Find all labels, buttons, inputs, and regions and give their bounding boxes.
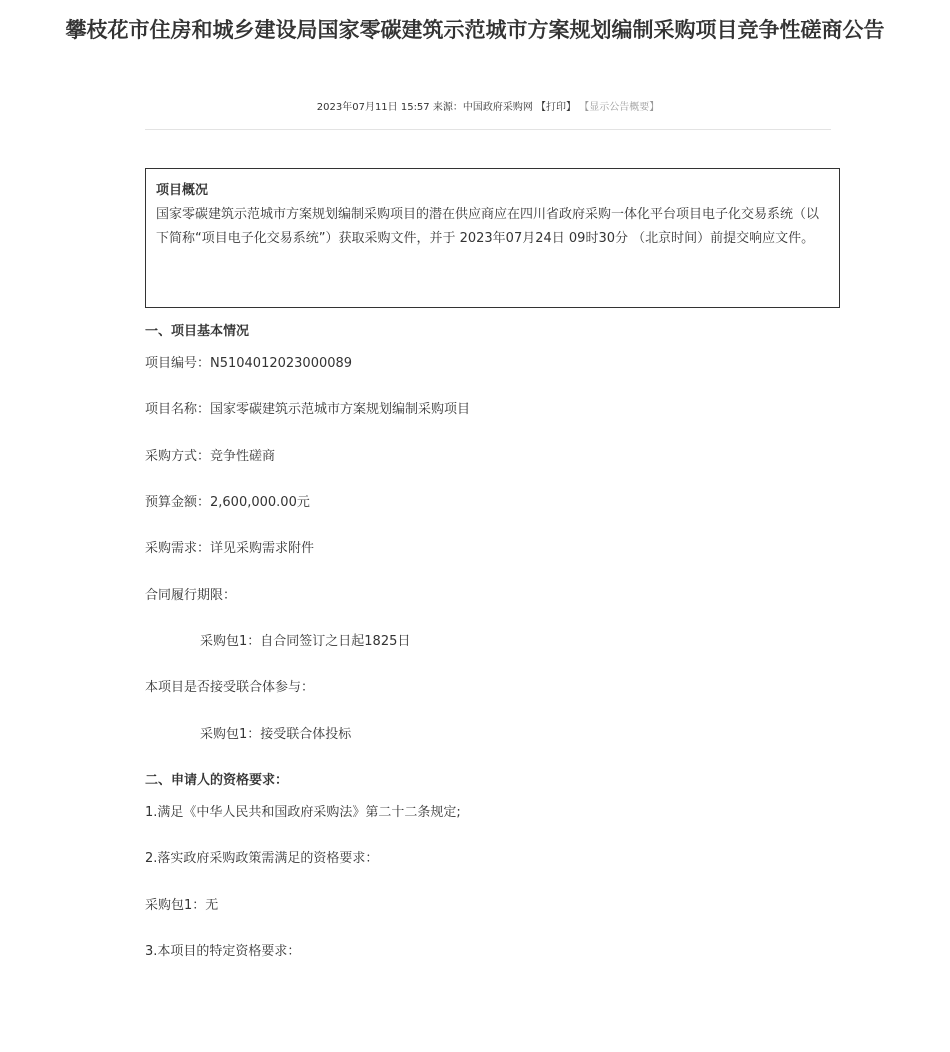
page-title: 攀枝花市住房和城乡建设局国家零碳建筑示范城市方案规划编制采购项目竞争性磋商公告: [65, 18, 885, 42]
qualification-item-2: 2.落实政府采购政策需满足的资格要求：: [145, 851, 379, 866]
show-summary-link[interactable]: 【显示公告概要】: [579, 102, 660, 113]
section-basic-info-heading: 一、项目基本情况: [145, 324, 250, 339]
budget-amount: 预算金额：2,600,000.00元: [145, 495, 310, 510]
header-divider: [145, 129, 831, 130]
qualification-item-3: 3.本项目的特定资格要求：: [145, 944, 301, 959]
consortium-item: 采购包1：接受联合体投标: [200, 727, 352, 742]
overview-text: 国家零碳建筑示范城市方案规划编制采购项目的潜在供应商应在四川省政府采购一体化平台项目电子化交易系统（以下简称“项目电子化交易系统”）获取采购文件，并于 2023年07月24日 09时30分 （北京时间）前提交响应文件。: [156, 207, 820, 246]
overview-title: 项目概况: [156, 183, 209, 198]
section-qualification-heading: 二、申请人的资格要求：: [145, 773, 289, 788]
source-label: 来源：: [432, 102, 463, 113]
publish-date: 2023年07月11日 15:57: [316, 102, 430, 113]
print-link[interactable]: 【打印】: [536, 102, 577, 113]
announcement-meta: [145, 99, 831, 117]
procurement-requirement: 采购需求：详见采购需求附件: [145, 541, 315, 556]
project-number: 项目编号：N5104012023000089: [145, 356, 353, 371]
qualification-item-1: 1.满足《中华人民共和国政府采购法》第二十二条规定;: [145, 805, 461, 820]
project-name: 项目名称：国家零碳建筑示范城市方案规划编制采购项目: [145, 402, 471, 417]
contract-period-label: 合同履行期限：: [145, 588, 237, 603]
project-overview-box: [145, 168, 840, 308]
consortium-label: 本项目是否接受联合体参与：: [145, 680, 315, 695]
contract-period-item: 采购包1：自合同签订之日起1825日: [200, 634, 411, 649]
qualification-item-2-package: 采购包1：无: [145, 898, 219, 913]
procurement-method: 采购方式：竞争性磋商: [145, 449, 276, 464]
source-name: 中国政府采购网: [462, 102, 533, 113]
